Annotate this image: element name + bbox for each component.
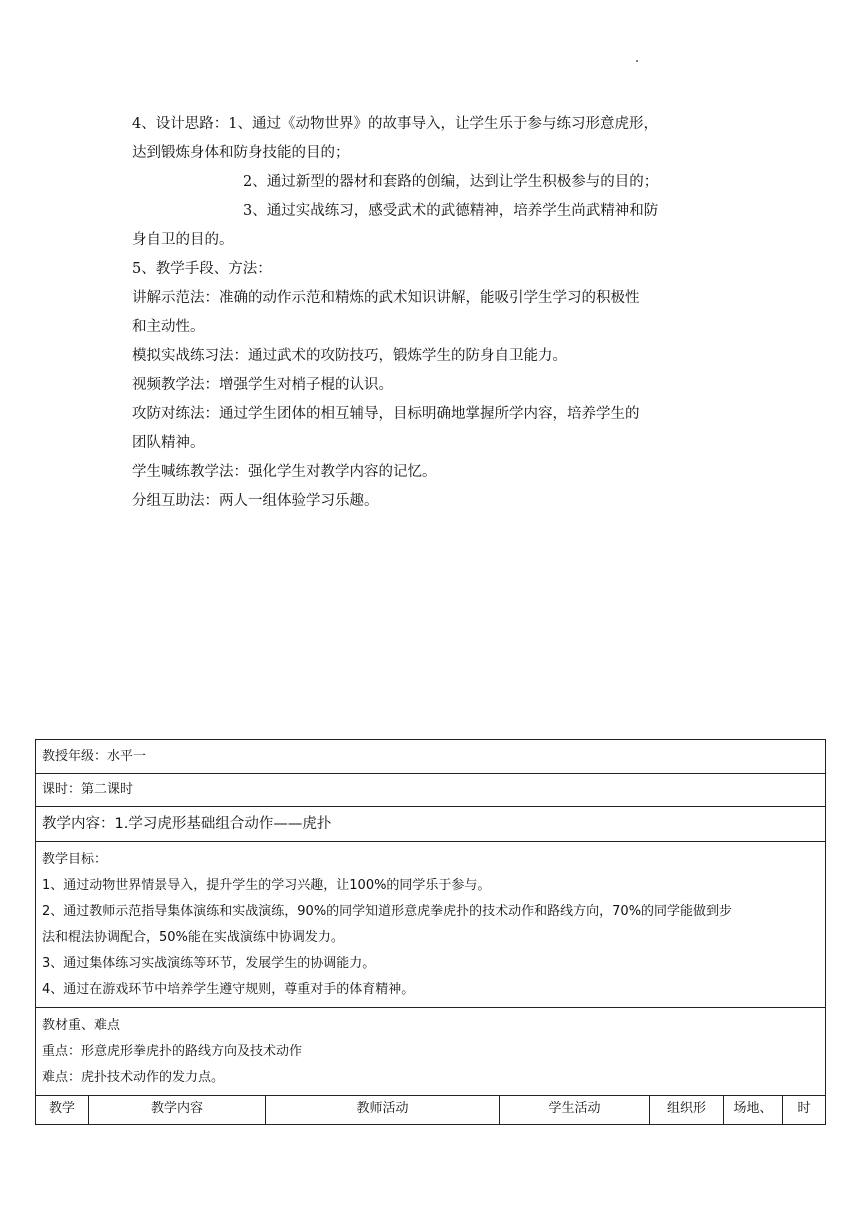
header-cell-content: 教学内容 [89, 1096, 266, 1125]
design-line: 5、教学手段、方法： [132, 261, 272, 277]
design-line: 攻防对练法：通过学生团体的相互辅导，目标明确地掌握所学内容，培养学生的 [132, 406, 640, 422]
design-line: 团队精神。 [132, 435, 205, 451]
design-line: 和主动性。 [132, 319, 205, 335]
design-line: 分组互助法：两人一组体验学习乐趣。 [132, 493, 379, 509]
design-line: 身自卫的目的。 [132, 232, 234, 248]
keypoint-item: 重点：形意虎形拳虎扑的路线方向及技术动作 [42, 1044, 303, 1059]
design-line: 讲解示范法：准确的动作示范和精炼的武术知识讲解，能吸引学生学习的积极性 [132, 290, 640, 306]
period-cell: 课时：第二课时 [36, 774, 826, 807]
goal-item: 1、通过动物世界情景导入，提升学生的学习兴趣，让100%的同学乐于参与。 [42, 878, 491, 893]
design-line: 达到锻炼身体和防身技能的目的； [132, 145, 350, 161]
design-line: 2、通过新型的器材和套路的创编，达到让学生积极参与的目的； [243, 174, 659, 190]
page-dot-mark [636, 60, 638, 62]
header-cell-time: 时 [783, 1096, 826, 1125]
header-cell-stage: 教学 [36, 1096, 89, 1125]
header-cell-teacher: 教师活动 [266, 1096, 500, 1125]
keypoint-item: 难点：虎扑技术动作的发力点。 [42, 1070, 225, 1085]
goals-cell [36, 842, 826, 1008]
design-section [132, 110, 734, 516]
header-cell-organization: 组织形 [650, 1096, 724, 1125]
goal-item: 法和棍法协调配合，50%能在实战演练中协调发力。 [42, 930, 344, 945]
goal-item: 4、通过在游戏环节中培养学生遵守规则，尊重对手的体育精神。 [42, 982, 415, 997]
content-cell: 教学内容：1.学习虎形基础组合动作——虎扑 [36, 807, 826, 842]
grade-cell: 教授年级：水平一 [36, 740, 826, 774]
design-line: 视频教学法：增强学生对梢子棍的认识。 [132, 377, 393, 393]
goals-title: 教学目标： [42, 852, 108, 867]
design-line: 4、设计思路：1、通过《动物世界》的故事导入，让学生乐于参与练习形意虎形， [132, 116, 658, 132]
header-cell-student: 学生活动 [500, 1096, 650, 1125]
design-line: 学生喊练教学法：强化学生对教学内容的记忆。 [132, 464, 437, 480]
header-cell-venue: 场地、 [724, 1096, 783, 1125]
goal-item: 3、通过集体练习实战演练等环节，发展学生的协调能力。 [42, 956, 376, 971]
design-line: 3、通过实战练习，感受武术的武德精神，培养学生尚武精神和防 [243, 203, 659, 219]
design-line: 模拟实战练习法：通过武术的攻防技巧，锻炼学生的防身自卫能力。 [132, 348, 567, 364]
keypoints-title: 教材重、难点 [42, 1018, 121, 1033]
lesson-plan-table [35, 739, 826, 1125]
keypoints-cell [36, 1008, 826, 1096]
goal-item: 2、通过教师示范指导集体演练和实战演练，90%的同学知道形意虎拳虎扑的技术动作和路线方向，70%的同学能做到步 [42, 904, 733, 919]
